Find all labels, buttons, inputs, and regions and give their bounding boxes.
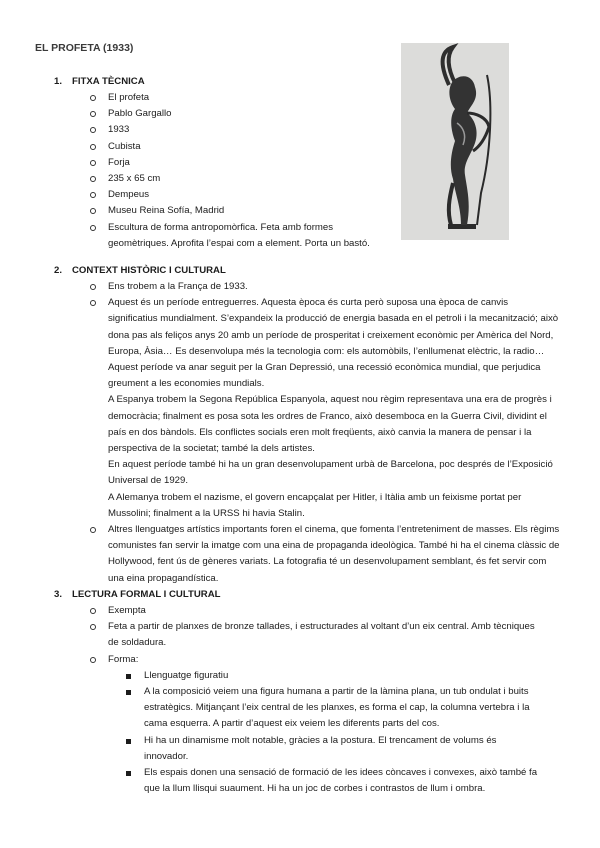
technical-sheet-list: [108, 90, 378, 252]
sculpture-photo: [401, 43, 509, 240]
sculpture-figure-icon: [401, 43, 509, 240]
sub-list-item: Els espais donen una sensació de formació de les idees còncaves i convexes, això també fa que la llum llisqui suaument. Hi ha un joc de corbes i contrastos de llum i ombra.: [108, 765, 543, 797]
paragraph: Aquest és un període entreguerres. Aquesta època és curta però suposa una època de canvis significatius mundialment. S’expandeix la producció de energia basada en el petroli i la mecanització; això dona pas als feliços anys 20 amb un període de prosperitat i creixement econòmic per Amèrica del Nord, Europa, Àsia… Es desenvolupa més la tecnologia com: els automòbils, l’enllumenat elèctric, la radio… Aquest període va anar seguit per la Gran Depressió, una recessió econòmica mundial, que perjudica greument a les economies mundials.: [108, 297, 559, 390]
list-item: Museu Reina Sofía, Madrid: [108, 203, 378, 219]
paragraph: A Espanya trobem la Segona República Espanyola, aquest nou règim representava una era de progrès i democràcia; finalment es posa sota les ordres de Franco, això desemboca en la Guerra Civil, dividint el país en dos bàndols. Els conflictes socials eren molt freqüents, això canvia la manera de pensar i la perspectiva de la societat; també la dels artistes.: [108, 394, 552, 455]
list-item: Feta a partir de planxes de bronze tallades, i estructurades al voltant d’un eix central. Amb tècniques de soldadura.: [108, 619, 543, 651]
list-item: Cubista: [108, 139, 378, 155]
paragraph: A Alemanya trobem el nazisme, el govern encapçalat per Hitler, i Itàlia amb un feixisme portat per Mussolini; finalment a la URSS hi havia Stalin.: [108, 491, 522, 519]
list-item: Ens trobem a la França de 1933.: [108, 279, 560, 295]
section-heading: [54, 74, 145, 90]
section-title: FITXA TÈCNICA: [72, 76, 145, 87]
list-item: El profeta: [108, 90, 378, 106]
paragraph: En aquest període també hi ha un gran desenvolupament urbà de Barcelona, poc després de l’Exposició Universal de 1929.: [108, 459, 553, 487]
section-heading: [54, 587, 221, 603]
section-title: CONTEXT HISTÒRIC I CULTURAL: [72, 265, 226, 276]
list-item-label: Forma:: [108, 653, 139, 665]
list-item: Pablo Gargallo: [108, 106, 378, 122]
section-number: 2.: [54, 265, 63, 276]
context-list: [108, 279, 560, 587]
list-item: [108, 295, 560, 522]
list-item: 1933: [108, 122, 378, 138]
sub-list-item: Hi ha un dinamisme molt notable, gràcies a la postura. El trencament de volums és innovador.: [108, 733, 543, 765]
list-item: Exempta: [108, 603, 543, 619]
section-title: LECTURA FORMAL I CULTURAL: [72, 589, 221, 600]
sub-list-item: A la composició veiem una figura humana a partir de la làmina plana, un tub ondulat i buits estratègics. Mitjançant l’eix central de les planxes, es forma el cap, la columna vertebra i la cama esquerra. A partir d’aquest eix veiem les diferents parts del cos.: [108, 684, 543, 733]
list-item: [108, 652, 543, 798]
section-number: 3.: [54, 589, 63, 600]
section-heading: [54, 263, 226, 279]
formal-reading-list: [108, 603, 543, 797]
sub-list-item: Llenguatge figuratiu: [108, 668, 543, 684]
form-sublist: [108, 668, 543, 798]
list-item: Altres llenguatges artístics importants foren el cinema, que fomenta l’entreteniment de masses. Els règims comunistes fan servir la imatge com una eina de propaganda ideològica. També hi ha el cinema clàssic de Hollywood, fent ús de gèneres variats. La fotografia té un desenvolupament semblant, és fet servir com una eina propagandística.: [108, 522, 560, 587]
list-item: 235 x 65 cm: [108, 171, 378, 187]
list-item: Escultura de forma antropomòrfica. Feta amb formes geomètriques. Aprofita l’espai com a element. Porta un bastó.: [108, 220, 378, 252]
section-number: 1.: [54, 76, 63, 87]
list-item: Forja: [108, 155, 378, 171]
document-title: EL PROFETA (1933): [35, 42, 134, 54]
list-item: Dempeus: [108, 187, 378, 203]
